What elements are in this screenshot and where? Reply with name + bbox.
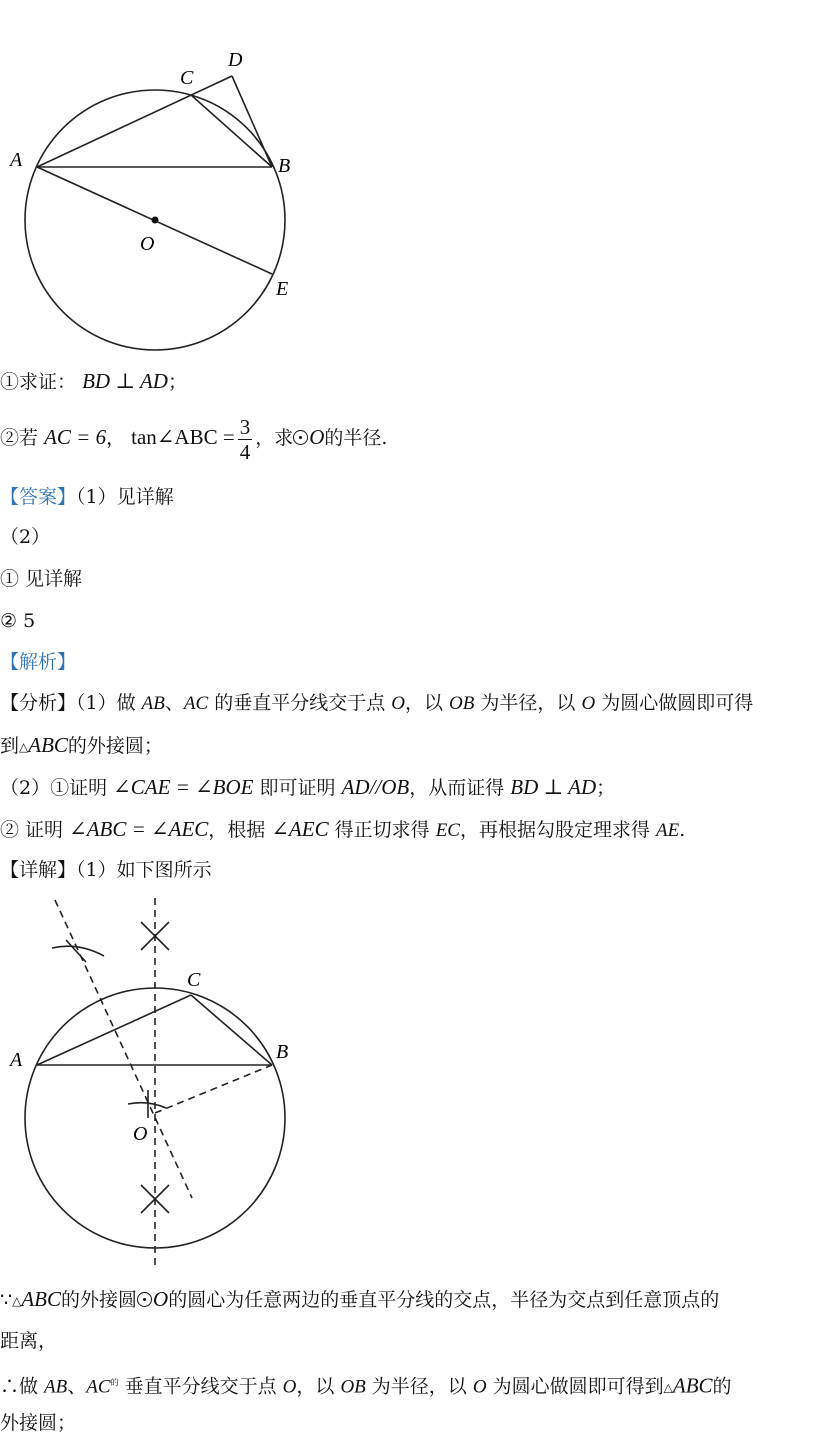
body-line-1: ∵△ABC的外接圆 O的圆心为任意两边的垂直平分线的交点，半径为交点到任意顶点的 [0, 1287, 720, 1311]
question-2: ②若 AC = 6， tan∠ABC = $\frac{3}{4}$ ，求 O的半径. [0, 414, 388, 464]
answer-line: 【答案】（1）见详解 [0, 486, 174, 508]
label-e: E [276, 278, 289, 300]
fig2-label-c: C [187, 969, 201, 991]
question-1: ①求证： BD ⊥ AD； [0, 369, 187, 393]
label-c: C [180, 67, 194, 89]
answer-part2a: ① 见详解 [0, 568, 83, 590]
label-b: B [278, 155, 291, 177]
fig2-label-b: B [276, 1041, 289, 1063]
analysis-line-4: ② 证明 ∠ABC = ∠AEC，根据 ∠AEC 得正切求得 EC，再根据勾股定理求得 AE. [0, 817, 686, 841]
analysis-line-1: 【分析】（1）做 AB、AC 的垂直平分线交于点 O，以 OB 为半径，以 O 为圆心做圆即可得 [0, 692, 754, 714]
label-o: O [140, 233, 155, 255]
analysis-line-2: 到△ABC的外接圆； [0, 733, 163, 757]
label-a: A [10, 149, 23, 171]
circle-dot-icon [137, 1292, 152, 1307]
triangle-icon: △ [19, 740, 29, 754]
analysis-tag: 【解析】 [0, 651, 77, 673]
figure-construction [0, 890, 320, 1280]
body-line-4: 外接圆； [0, 1412, 77, 1434]
figure-circle-tangent [0, 40, 320, 360]
body-line-3: ∴做 AB、$AC^的$ 垂直平分线交于点 O，以 OB 为半径，以 O 为圆心做圆即可得到△ABC的 [0, 1373, 732, 1398]
fig2-label-o: O [133, 1123, 148, 1145]
label-d: D [228, 49, 243, 71]
triangle-icon: △ [12, 1294, 22, 1308]
fig2-label-a: A [10, 1049, 23, 1071]
circle-dot-icon [293, 430, 308, 445]
detail-line: 【详解】（1）如下图所示 [0, 859, 212, 881]
body-line-2: 距离， [0, 1330, 58, 1352]
analysis-line-3: （2）①证明 ∠CAE = ∠BOE 即可证明 AD//OB，从而证得 BD ⊥ AD； [0, 775, 616, 799]
triangle-icon: △ [663, 1380, 673, 1395]
answer-part2: （2） [0, 526, 51, 548]
answer-part2b: ② 5 [0, 610, 36, 632]
